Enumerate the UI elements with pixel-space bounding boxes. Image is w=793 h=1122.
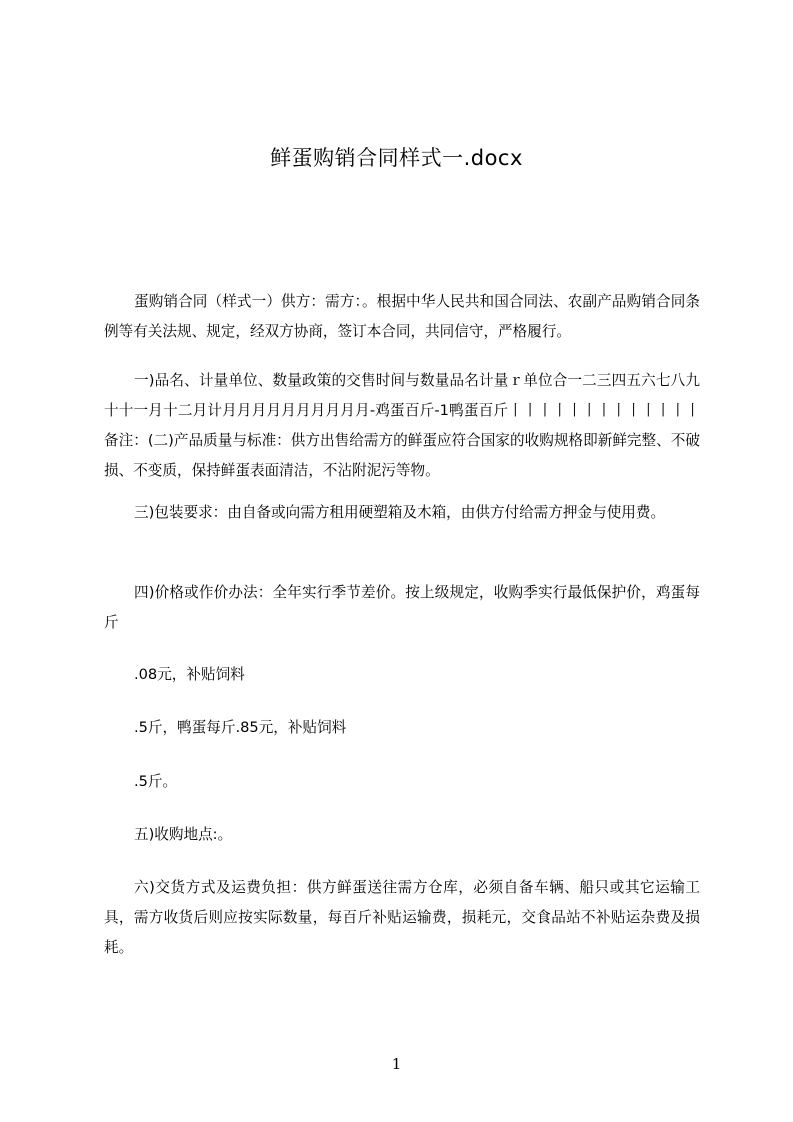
paragraph-pricing: 四)价格或作价办法：全年实行季节差价。按上级规定，收购季实行最低保护价，鸡蛋每斤 <box>104 584 700 631</box>
paragraph-purchase-location: 五)收购地点:。 <box>134 826 233 843</box>
paragraph-subsidy-end: .5斤。 <box>134 773 178 790</box>
paragraph-product-quantity: 一)品名、计量单位、数量政策的交售时间与数量品名计量ｒ单位合一二三四五六七八九十十一月十二月计月月月月月月月月月月-鸡蛋百斤-1鸭蛋百斤丨丨丨丨丨丨丨丨丨丨丨丨丨备注：(二)产品质量与标准：供方出售给需方的鲜蛋应符合国家的收购规格即新鲜完整、不破损、不变质，保持鲜蛋表面清洁，不沾附泥污等物。 <box>104 372 700 479</box>
page-number: 1 <box>391 1055 402 1073</box>
paragraph-intro: 蛋购销合同（样式一）供方：需方：。根据中华人民共和国合同法、农副产品购销合同条例等有关法规、规定，经双方协商，签订本合同，共同信守，严格履行。 <box>104 293 700 340</box>
paragraph-subsidy-duck-egg: .5斤，鸭蛋每斤.85元，补贴饲料 <box>134 719 347 736</box>
document-title: 鲜蛋购销合同样式一.docx <box>270 146 523 170</box>
paragraph-delivery: 六)交货方式及运费负担：供方鲜蛋送往需方仓库，必须自备车辆、船只或其它运输工具，需方收货后则应按实际数量，每百斤补贴运输费，损耗元，交食品站不补贴运杂费及损耗。 <box>104 879 700 956</box>
paragraph-packaging: 三)包装要求：由自备或向需方租用硬塑箱及木箱，由供方付给需方押金与使用费。 <box>134 504 666 521</box>
paragraph-subsidy-egg: .08元，补贴饲料 <box>134 666 245 683</box>
